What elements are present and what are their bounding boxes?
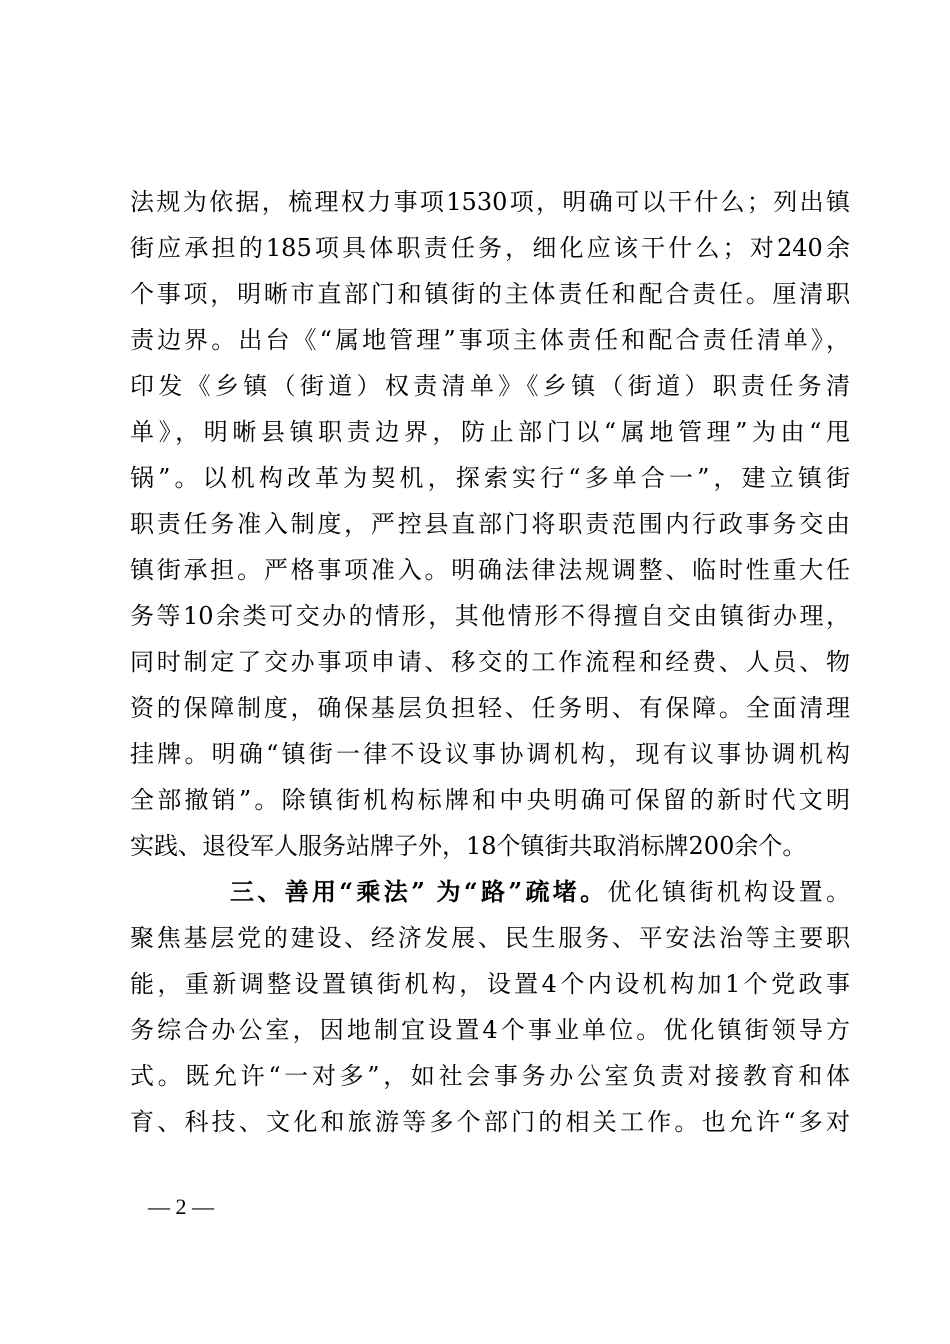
section-3-heading: 三、善用“乘法” 为“路”疏堵。 — [230, 877, 608, 906]
page-number: — 2 — — [148, 1194, 214, 1219]
body-line-7: 锅”。以机构改革为契机，探索实行“多单合一”，建立镇街 — [130, 464, 850, 492]
section-3-first-line — [230, 877, 850, 907]
section-3-line-1: 聚焦基层党的建设、经济发展、民生服务、平安法治等主要职 — [130, 924, 850, 952]
body-line-2: 街应承担的185项具体职责任务，细化应该干什么；对240余 — [130, 234, 850, 262]
section-3-line-5: 育、科技、文化和旅游等多个部门的相关工作。也允许“多对 — [130, 1108, 850, 1136]
body-line-11: 同时制定了交办事项申请、移交的工作流程和经费、人员、物 — [130, 648, 850, 676]
body-line-12: 资的保障制度，确保基层负担轻、任务明、有保障。全面清理 — [130, 694, 850, 722]
body-line-10: 务等10余类可交办的情形，其他情形不得擅自交由镇街办理， — [130, 602, 850, 630]
section-3-line-4: 式。既允许“一对多”，如社会事务办公室负责对接教育和体 — [130, 1062, 850, 1090]
section-3-line-2: 能，重新调整设置镇街机构，设置4个内设机构加1个党政事 — [130, 970, 850, 998]
body-line-1: 法规为依据，梳理权力事项1530项，明确可以干什么；列出镇 — [130, 188, 850, 216]
body-line-5: 印发《乡镇（街道）权责清单》《乡镇（街道）职责任务清 — [130, 372, 850, 400]
section-3-line-3: 务综合办公室，因地制宜设置4个事业单位。优化镇街领导方 — [130, 1016, 850, 1044]
body-line-14: 全部撤销”。除镇街机构标牌和中央明确可保留的新时代文明 — [130, 786, 850, 814]
body-line-15: 实践、退役军人服务站牌子外，18个镇街共取消标牌200余个。 — [130, 832, 807, 860]
body-line-3: 个事项，明晰市直部门和镇街的主体责任和配合责任。厘清职 — [130, 280, 850, 308]
body-line-13: 挂牌。明确“镇街一律不设议事协调机构，现有议事协调机构 — [130, 740, 850, 768]
body-line-9: 镇街承担。严格事项准入。明确法律法规调整、临时性重大任 — [130, 556, 850, 584]
body-line-8: 职责任务准入制度，严控县直部门将职责范围内行政事务交由 — [130, 510, 850, 538]
body-line-6: 单》，明晰县镇职责边界，防止部门以“属地管理”为由“甩 — [130, 418, 850, 446]
section-3-lead: 优化镇街机构设置。 — [607, 878, 851, 906]
body-line-4: 责边界。出台《“属地管理”事项主体责任和配合责任清单》， — [130, 326, 850, 354]
